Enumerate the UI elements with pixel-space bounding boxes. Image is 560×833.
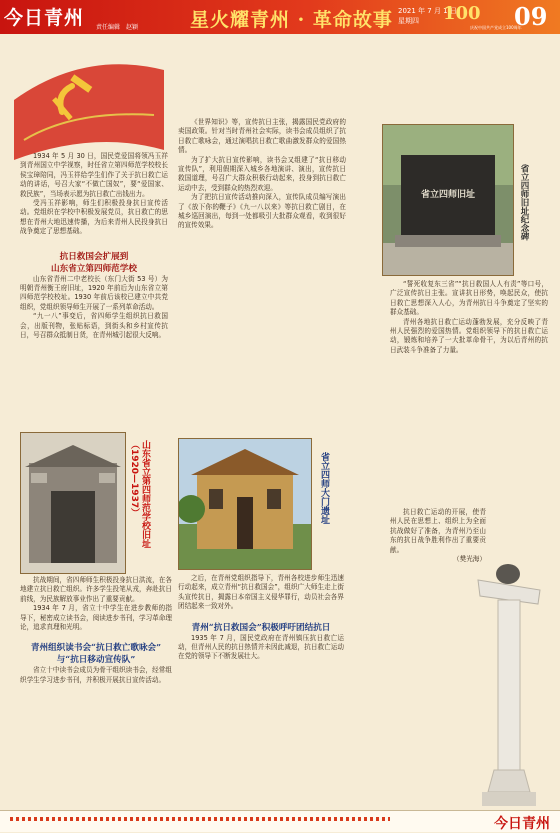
brand-logo: 今日青州 — [4, 7, 85, 29]
intro-paragraph: 1934 年 5 月 30 日，国民党爱国将领冯玉祥到青州国立中学视察，时任省立第四师范学校校长侯宝璋陪同，冯玉祥给学生们作了关于抗日救亡运动的讲话，号召大家“不做亡国奴”，要“爱国家、救民族”，当场表示愿为抗日救亡出钱出力。 — [20, 152, 168, 198]
section-heading: 山东省立第四师范学校 — [51, 263, 137, 274]
section-paragraph: 为了扩大抗日宣传影响，读书会又组建了“抗日移动宣传队”，利用假期深入城乡各地演讲、演出，宣传抗日救国道理，号召广大群众积极行动起来，投身到抗日救亡运动中去，受到群众的热烈欢迎。 — [178, 155, 346, 192]
section-paragraph: 1934 年 7 月，省立十中学生在进步教师的指导下，秘密成立读书会，阅读进步书刊，学习革命理论，追求真理和光明。 — [20, 604, 172, 632]
gate-photo-caption: 山东省立第四师范学校旧址（1920—1937） — [129, 440, 150, 548]
huabiao-pillar-icon — [468, 560, 560, 808]
section-paragraph: 省立十中读书会成员为骨干组织读书会，经常组织学生学习进步书刊，并积极开展抗日宣传活动。 — [20, 666, 172, 684]
stele-photo — [382, 124, 514, 276]
page-number: 09 — [514, 2, 548, 31]
editor-credit: 责任编辑 赵颖 — [96, 24, 139, 31]
section-paragraph: 青州各地抗日救亡运动蓬勃发展，充分反映了青州人民强烈的爱国热情。党组织领导下的抗日救亡运动，锻炼和培养了一大批革命骨干，为以后青州的抗日武装斗争准备了力量。 — [390, 317, 548, 354]
section-paragraph: 之后，在青州党组织指导下，青州各校进步师生迅速行动起来，成立青州“抗日救国会”，组织广大师生走上街头宣传抗日，揭露日本帝国主义侵华罪行，动员社会各界团结起来一致对外。 — [178, 574, 344, 611]
section-paragraph: “誓死收复东三省”“抗日救国人人有责”等口号，广泛宣传抗日主张。宣讲抗日形势，唤起民众，使抗日救亡思想深入人心，为青州抗日斗争奠定了坚实的群众基础。 — [390, 280, 548, 317]
stele-photo-caption: 省立四师旧址纪念碑 — [519, 164, 529, 241]
right-lower-column — [390, 508, 486, 564]
footer-decoration — [10, 817, 390, 821]
author-signature: （樊光海） — [453, 555, 486, 564]
right-column — [390, 280, 548, 355]
page-footer — [0, 810, 560, 832]
section-paragraph: 山东省青州二中老校长（东门大街 53 号）为明朝青州衡王府旧址，1920 年前后为山东省立第四师范学校校址。1930 年前后该校已建立中共党组织，党组织领导师生开展了一系列革命活动。 — [20, 274, 168, 311]
middle-lower-column — [178, 574, 344, 662]
gate-photo — [20, 432, 126, 574]
building-photo — [178, 438, 312, 570]
building-photo-caption: 省立四师大门遗址 — [319, 452, 329, 524]
section-heading: 青州“抗日救国会”积极呼吁团结抗日 — [191, 622, 331, 633]
footer-logo: 今日青州 — [494, 816, 550, 832]
page-title: 星火耀青州 · 革命故事 — [190, 9, 393, 31]
weekday-text: 星期四 — [398, 17, 419, 25]
section-heading: 与“抗日移动宣传队” — [56, 655, 136, 666]
section-paragraph: 抗日救亡运动的开展，使青州人民在思想上、组织上为全面抗战做好了准备，为青州乃至山东的抗日战争胜利作出了重要贡献。 — [390, 508, 486, 554]
section-paragraph: “九一八”事变后，省四师学生组织抗日救国会，出版刊物，张贴标语，到街头和乡村宣传抗日，号召群众抵制日货，在青州城引起很大反响。 — [20, 312, 168, 340]
anniversary-badge: 100 — [443, 3, 481, 24]
intro-column — [20, 152, 168, 341]
lower-left-column — [20, 576, 172, 685]
section-heading: 青州组织读书会“抗日救亡歌咏会” — [30, 643, 162, 654]
section-paragraph: 1935 年 7 月，国民党政府在青州镇压抗日救亡运动，但青州人民的抗日热情并未因此减退，抗日救亡运动在党的领导下不断发展壮大。 — [178, 633, 344, 661]
masthead — [0, 0, 560, 34]
party-emblem-icon — [14, 40, 164, 160]
middle-column — [178, 118, 346, 231]
date-text: 2021 年 7 月 1 日 — [398, 7, 457, 15]
section-paragraph: 为了把抗日宣传活动推向深入，宣传队成员编写演出了《放下你的鞭子》《九一八以来》等抗日救亡剧目，在城乡巡回演出，每到一处都吸引大批群众观看，收到很好的宣传效果。 — [178, 193, 346, 230]
section-paragraph: 抗战期间，省四师师生积极投身抗日洪流，在各地建立抗日救亡组织。许多学生投笔从戎，奔赴抗日前线，为民族解放事业作出了重要贡献。 — [20, 576, 172, 603]
anniversary-slogan: 庆祝中国共产党成立100周年 — [470, 25, 522, 30]
stele-inscription: 省立四师旧址 — [420, 190, 475, 200]
section-heading: 抗日救国会扩展到 — [59, 251, 129, 262]
section-paragraph: 《世界知识》等，宣传抗日主张，揭露国民党政府的卖国政策。针对当时青州社会实际，读书会成员组织了抗日救亡歌咏会，通过演唱抗日救亡歌曲激发群众的爱国热情。 — [178, 118, 346, 155]
intro-paragraph: 受冯玉祥影响，师生们积极投身抗日宣传活动。党组织在学校中积极发展党员，抗日救亡的思想在青州大地迅速传播，为后来青州人民投身抗日战争奠定了思想基础。 — [20, 199, 168, 236]
